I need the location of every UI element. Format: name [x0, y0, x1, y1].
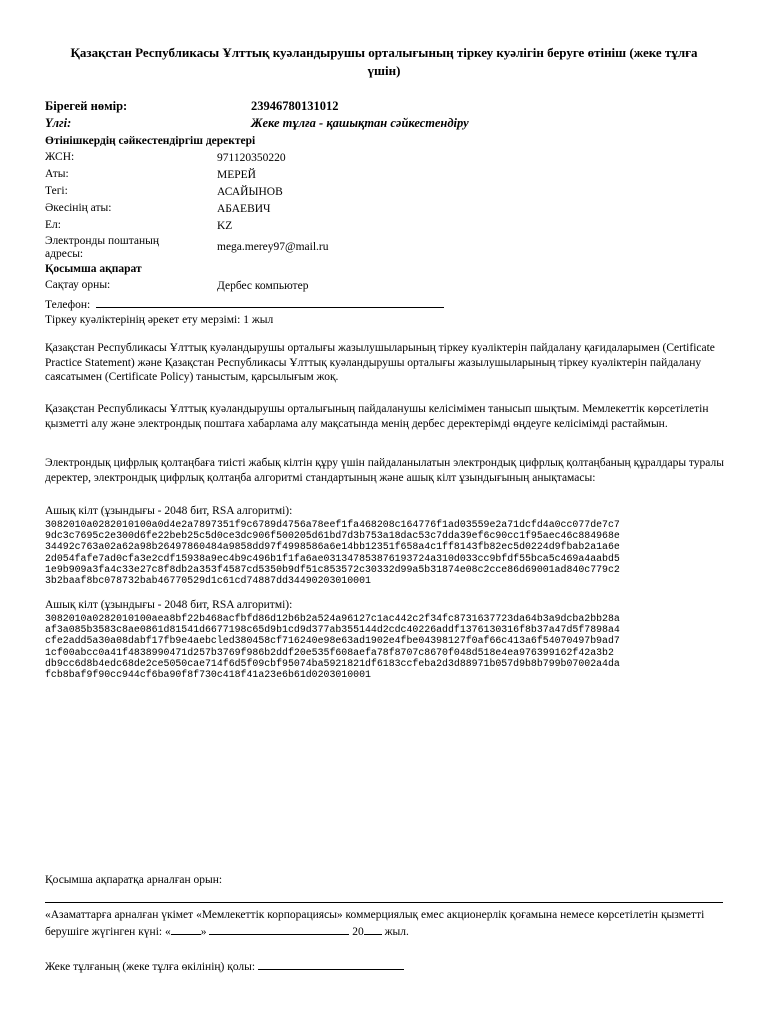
cps-paragraph: Қазақстан Республикасы Ұлттық куәландырушы орталығы жазылушыларының тіркеу куәліктерін пайдалану қағидаларымен (Certificate Practice Statement) және Қазақстан Республикасы Ұлттық куәландырушы орталығы жазылушыларының тіркеу куәліктерін пайдалану саясатымен (Certificate Policy) таныстым, қарсылығым жоқ. [45, 342, 715, 384]
patronymic-label: Әкесінің аты: [45, 202, 112, 214]
key-info-paragraph: Электрондық цифрлық қолтаңбаға тиісті жабық кілтін құру үшін пайдаланылатын электрондық цифрлық қолтаңбаның құралдары туралы деректер, электрондық цифрлық қолтаңба алгоритмі стандартының және ашық кілт ұзындығының анықтамасы: [45, 457, 724, 484]
appeal-year-prefix: 20 [352, 925, 364, 938]
user-agreement-paragraph: Қазақстан Республикасы Ұлттық куәландырушы орталығының пайдаланушы келісімімен танысып шықтым. Мемлекеттік көрсетілетін қызметті алу және электрондық поштаға хабарлама алу мақсатында менің дербес деректерімді өңдеуге келісімімді растаймын. [45, 403, 709, 430]
footer-divider [45, 902, 723, 903]
document-title: Қазақстан Республикасы Ұлттық куәландырушы орталығының тіркеу куәлігін беруге өтініш (жеке тұлға үшін) [70, 45, 698, 78]
country-label: Ел: [45, 219, 61, 231]
signature-label: Жеке тұлғаның (жеке тұлға өкілінің) қолы: [45, 961, 256, 973]
last-name-label: Тегі: [45, 185, 68, 197]
public-key-2-label: Ашық кілт (ұзындығы - 2048 бит, RSA алгоритмі): [45, 599, 293, 611]
template-value: Жеке тұлға - қашықтан сәйкестендіру [251, 116, 469, 130]
appeal-month-blank [209, 923, 349, 935]
iin-value: 971120350220 [217, 152, 286, 164]
appeal-quote-close: » [200, 925, 207, 938]
first-name-label: Аты: [45, 168, 69, 180]
appeal-text: «Азаматтарға арналған үкімет «Мемлекеттік корпорациясы» коммерциялық емес акционерлік қоғамына немесе көрсетілетін қызметті берушіге жүгінген күні: « [45, 909, 705, 938]
storage-label: Сақтау орны: [45, 279, 111, 291]
public-key-1-hex: 3082010a0282010100a0d4e2a7897351f9c6789d4756a78eef1fa468208c164776f1ad03559e2a71dcfd4a0cc077de7c7 9dc3c7695c2e300d6fe22beb25c5d0ce3dc906f500205d61bd7d3b753a18dac53c7dda39ef6c90cc1f95aec46c884968e 34492c763a02a62a98b26497860484a9858dd97f4998586a6e14bb12351f658a4c1ff8143fb82ec5d0224d9fbab2a1a6e 2d054fafe7ad0cfa3e2cdf15938a9ec4b9c496b1f1fa6ae031347853876193724a310d033cc9bfdf55bca5c469a4aabd5 1e9b909a3fa4c33e27c8f8db2a353f4587cd5350b9df51c853572c30332d99a5b31874e08c2cce86d69001ad840c779c2 3b2baaf8bc078732bab46770529d1c61cd74887dd34490203010001 [45, 519, 620, 587]
phone-row [45, 296, 444, 313]
phone-label: Телефон: [45, 299, 91, 311]
first-name-value: МЕРЕЙ [217, 169, 256, 181]
appeal-year-blank [364, 923, 382, 935]
signature-blank-line [258, 958, 404, 970]
email-label: Электронды поштаның адресы: [45, 235, 160, 261]
signature-row [45, 958, 404, 975]
validity-text: Тіркеу куәліктерінің әрекет ету мерзімі: 1 жыл [45, 314, 274, 326]
appeal-day-blank [171, 923, 201, 935]
public-key-1-label: Ашық кілт (ұзындығы - 2048 бит, RSA алгоритмі): [45, 505, 293, 517]
template-label: Үлгі: [45, 116, 72, 130]
iin-label: ЖСН: [45, 151, 75, 163]
unique-number-label: Бірегей нөмір: [45, 99, 128, 113]
unique-number-value: 23946780131012 [251, 99, 339, 113]
appeal-year-suffix: жыл. [384, 925, 409, 938]
extra-info-label: Қосымша ақпаратқа арналған орын: [45, 874, 223, 886]
phone-blank-line [96, 296, 444, 308]
validity-row [45, 313, 705, 328]
last-name-value: АСАЙЫНОВ [217, 186, 283, 198]
country-value: KZ [217, 220, 233, 232]
public-key-2-hex: 3082010a0282010100aea8bf22b468acfbfd86d12b6b2a524a96127c1ac442c2f34fc8731637723da64b3a9dcba2bb28a af3a085b3583c8ae0861d81541d6677198c65d9b1cd9d377ab355144d2cdc40226addf1376130316f8b37a47d5f7898a4 cfe2add5a30a08dabf17fb9e4aebcled380458cf716240e98e63ad1902e4fbe04398127f0af66c413a6f54070497b9ad7 1cf00abcc0a41f4838990471d257b3769f986b2ddf20e535f608aefa78f8707c8670f048d518e4ea976399162f42a3b2 db9cc6d8b4edc68de2ce5050cae714f6d5f09cbf95074ba5921821df6183ccfeba2d3d88971b057d9b8b799b07002a4da fcb8baf9f90cc944cf6ba90f8f730c418f41a23e6b61d0203010001 [45, 613, 620, 681]
storage-value: Дербес компьютер [217, 280, 309, 292]
additional-section-title: Қосымша ақпарат [45, 263, 142, 275]
patronymic-value: АБАЕВИЧ [217, 203, 271, 215]
applicant-section-title: Өтінішкердің сәйкестендіргіш деректері [45, 135, 256, 147]
appeal-date-row [45, 908, 725, 940]
email-value: mega.merey97@mail.ru [217, 241, 329, 253]
